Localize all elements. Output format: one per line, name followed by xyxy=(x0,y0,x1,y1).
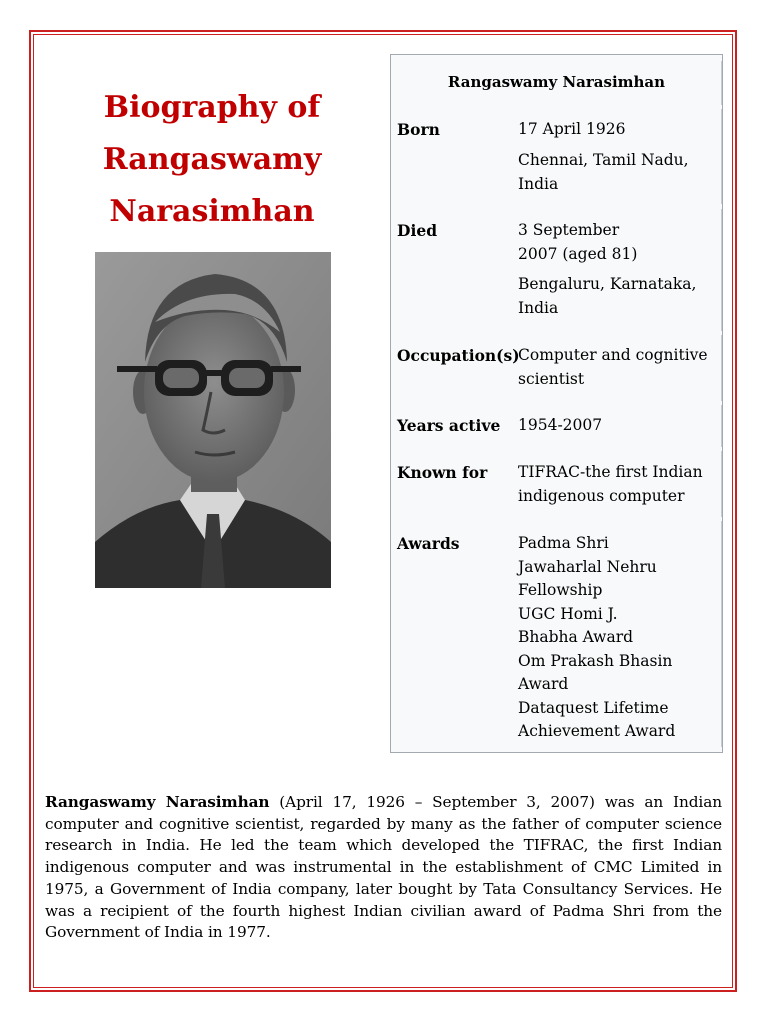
infobox-value-awards xyxy=(518,532,713,744)
born-place-line-1: Chennai, Tamil Nadu, xyxy=(518,151,689,169)
title-line-2: Rangaswamy xyxy=(102,142,322,177)
award-line: Om Prakash Bhasin xyxy=(518,651,673,670)
occupation-line-1: Computer and cognitive xyxy=(518,346,708,364)
infobox xyxy=(390,54,723,753)
occupation-line-2: scientist xyxy=(518,369,585,388)
infobox-edge xyxy=(721,335,722,401)
known-for-line-1: TIFRAC-the first Indian xyxy=(518,463,703,481)
infobox-value-died-date xyxy=(518,219,713,266)
infobox-value-born-place xyxy=(518,149,713,196)
subject-name: Rangaswamy Narasimhan xyxy=(45,793,270,811)
infobox-value-years-active: 1954-2007 xyxy=(518,416,603,434)
infobox-value-born-date: 17 April 1926 xyxy=(518,120,626,138)
award-line: Fellowship xyxy=(518,581,603,599)
award-line: Jawaharlal Nehru xyxy=(518,557,657,576)
biography-text: (April 17, 1926 – September 3, 2007) was an Indian computer and cognitive scientist, regarded by many as the father of computer science research in India. He led the team which developed the TIFRAC, the first Indian indigenous computer and was instrumental in the establishment of CMC Limited in 1975, a Government of India company, later bought by Tata Consultancy Services. He was a recipient of the fourth highest Indian civilian award of Padma Shri from the Government of India in 1977. xyxy=(45,793,722,942)
award-line: UGC Homi J. xyxy=(518,604,618,623)
infobox-label-known-for: Known for xyxy=(397,463,488,482)
infobox-label-years-active: Years active xyxy=(397,416,501,435)
award-line: Award xyxy=(518,675,569,693)
portrait-photo xyxy=(95,252,331,588)
title-line-1: Biography of xyxy=(103,90,321,125)
title-line-3: Narasimhan xyxy=(109,194,315,229)
infobox-title: Rangaswamy Narasimhan xyxy=(447,73,666,91)
biography-paragraph xyxy=(45,792,722,944)
award-line: Achievement Award xyxy=(518,722,676,740)
infobox-edge xyxy=(721,521,722,747)
infobox-edge xyxy=(721,451,722,517)
award-line: Padma Shri xyxy=(518,534,609,552)
known-for-line-2: indigenous computer xyxy=(518,486,685,505)
infobox-edge xyxy=(721,209,722,331)
award-line: Dataquest Lifetime xyxy=(518,698,669,717)
died-place-line-1: Bengaluru, Karnataka, xyxy=(518,275,697,293)
infobox-value-occupation xyxy=(518,344,713,391)
died-date-line-2: 2007 (aged 81) xyxy=(518,244,638,263)
page-title xyxy=(92,82,332,238)
died-date-line-1: 3 September xyxy=(518,221,620,239)
infobox-edge xyxy=(721,109,722,204)
born-place-line-2: India xyxy=(518,174,559,193)
died-place-line-2: India xyxy=(518,298,559,317)
infobox-label-born: Born xyxy=(397,120,440,139)
infobox-edge xyxy=(721,405,722,447)
award-line: Bhabha Award xyxy=(518,628,634,646)
infobox-label-occupation: Occupation(s) xyxy=(397,346,520,365)
infobox-label-awards: Awards xyxy=(397,534,460,553)
infobox-value-known-for xyxy=(518,461,713,508)
infobox-value-died-place xyxy=(518,273,713,320)
infobox-label-died: Died xyxy=(397,221,438,240)
